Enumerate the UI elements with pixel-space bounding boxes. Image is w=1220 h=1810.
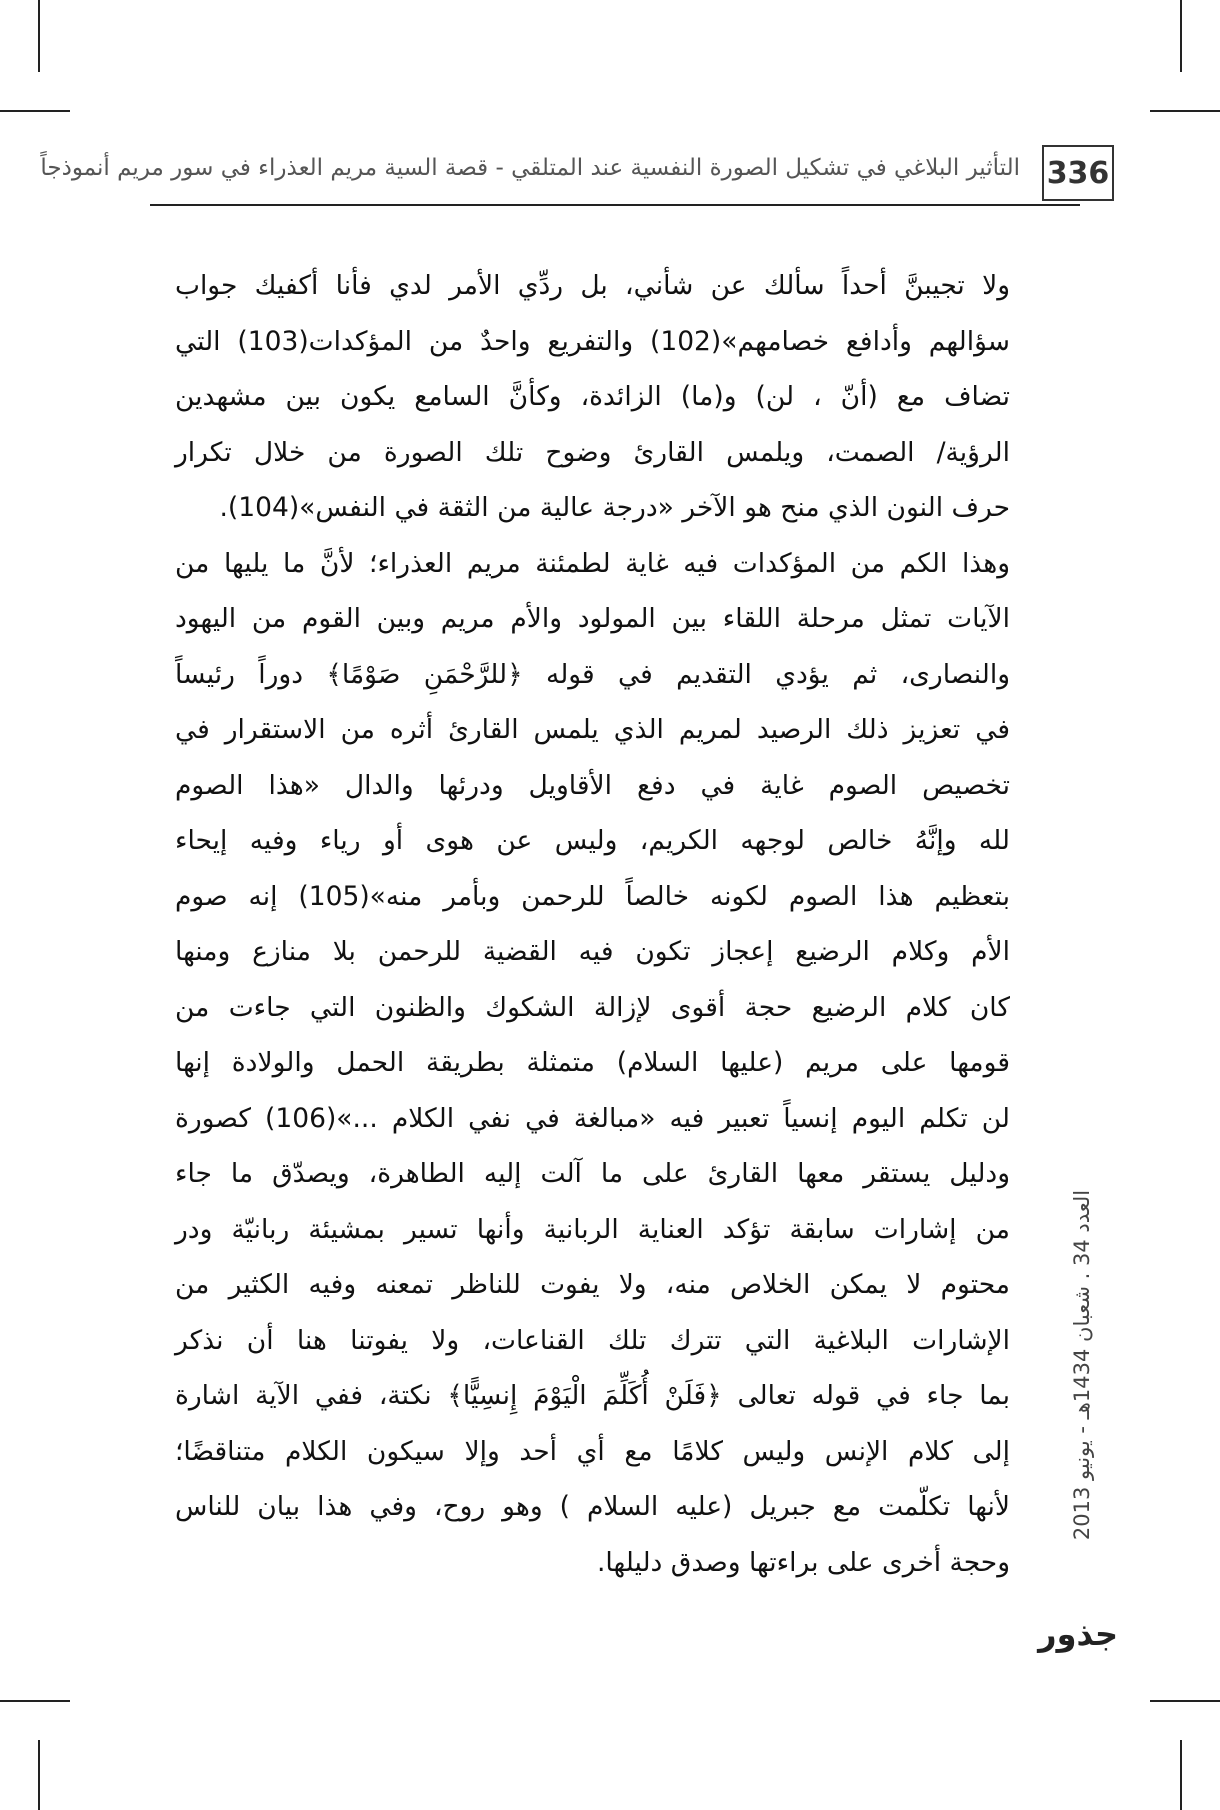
text-line: في تعزيز ذلك الرصيد لمريم الذي يلمس القارئ أثره من الاستقرار في (175, 714, 1010, 745)
text-line: سؤالهم وأدافع خصامهم»(102) والتفريع واحدٌ من المؤكدات(103) التي (175, 325, 1010, 357)
crop-mark (1180, 0, 1182, 72)
text-line: محتوم لا يمكن الخلاص منه، ولا يفوت للناظر تمعنه وفيه الكثير من (175, 1269, 1010, 1300)
text-line: وهذا الكم من المؤكدات فيه غاية لطمئنة مريم العذراء؛ لأنَّ ما يليها من (175, 547, 1010, 579)
text-line: الرؤية/ الصمت، ويلمس القارئ وضوح تلك الصورة من خلال تكرار (175, 436, 1010, 468)
text-line: الأم وكلام الرضيع إعجاز تكون فيه القضية للرحمن بلا منازع ومنها (175, 936, 1010, 967)
text-line: ولا تجيبنَّ أحداً سألك عن شأني، بل ردِّي الأمر لدي فأنا أكفيك جواب (175, 270, 1010, 301)
crop-mark (38, 0, 40, 72)
crop-mark (0, 110, 70, 112)
crop-mark (1150, 1700, 1220, 1702)
text-line: والنصارى، ثم يؤدي التقديم في قوله ﴿للرَّحْمَنِ صَوْمًا﴾ دوراً رئيساً (175, 658, 1010, 690)
text-line: ودليل يستقر معها القارئ على ما آلت إليه الطاهرة، ويصدّق ما جاء (175, 1158, 1010, 1189)
page-number: 336 (1042, 145, 1114, 201)
running-title: التأثير البلاغي في تشكيل الصورة النفسية عند المتلقي - قصة السية مريم العذراء في سور مريم أنموذجاً (40, 155, 1020, 181)
text-line: بتعظيم هذا الصوم لكونه خالصاً للرحمن وبأمر منه»(105) إنه صوم (175, 880, 1010, 912)
crop-mark (1180, 1740, 1182, 1810)
header-divider (150, 204, 1080, 206)
crop-mark (1150, 110, 1220, 112)
text-line: قومها على مريم (عليها السلام) متمثلة بطريقة الحمل والولادة إنها (175, 1047, 1010, 1078)
text-line: إلى كلام الإنس وليس كلامًا مع أي أحد وإلا سيكون الكلام متناقضًا؛ (175, 1435, 1010, 1467)
text-line: بما جاء في قوله تعالى ﴿فَلَنْ أُكَلِّمَ الْيَوْمَ إِنسِيًّا﴾ نكتة، ففي الآية اشارة (175, 1380, 1010, 1411)
crop-mark (38, 1740, 40, 1810)
text-line: الآيات تمثل مرحلة اللقاء بين المولود والأم مريم وبين القوم من اليهود (175, 603, 1010, 634)
article-body (175, 258, 1010, 1590)
text-line: من إشارات سابقة تؤكد العناية الربانية وأنها تسير بمشيئة ربانيّة ودر (175, 1213, 1010, 1245)
text-line: الإشارات البلاغية التي تترك تلك القناعات، ولا يفوتنا هنا أن نذكر (175, 1324, 1010, 1356)
text-line: وحجة أخرى على براءتها وصدق دليلها. (596, 1546, 1010, 1578)
text-line: تخصيص الصوم غاية في دفع الأقاويل ودرئها والدال «هذا الصوم (175, 769, 1010, 801)
issue-info: العدد 34 . شعبان 1434هـ - يونيو 2013 (1070, 1189, 1094, 1541)
text-line: لن تكلم اليوم إنسياً تعبير فيه «مبالغة في نفي الكلام ...»(106) كصورة (175, 1102, 1010, 1134)
text-line: لله وإنَّهُ خالص لوجهه الكريم، وليس عن هوى أو رياء وفيه إيحاء (175, 825, 1010, 856)
text-line: تضاف مع (أنّ ، لن) و(ما) الزائدة، وكأنَّ السامع يكون بين مشهدين (175, 381, 1010, 412)
issue-info-sidebar (1062, 1120, 1102, 1610)
text-line: كان كلام الرضيع حجة أقوى لإزالة الشكوك والظنون التي جاءت من (175, 991, 1010, 1023)
text-line: حرف النون الذي منح هو الآخر «درجة عالية من الثقة في النفس»(104). (219, 492, 1010, 523)
text-line: لأنها تكلّمت مع جبريل (عليه السلام ) وهو روح، وفي هذا بيان للناس (175, 1491, 1010, 1522)
crop-mark (0, 1700, 70, 1702)
journal-logo: جذور (1038, 1615, 1118, 1653)
